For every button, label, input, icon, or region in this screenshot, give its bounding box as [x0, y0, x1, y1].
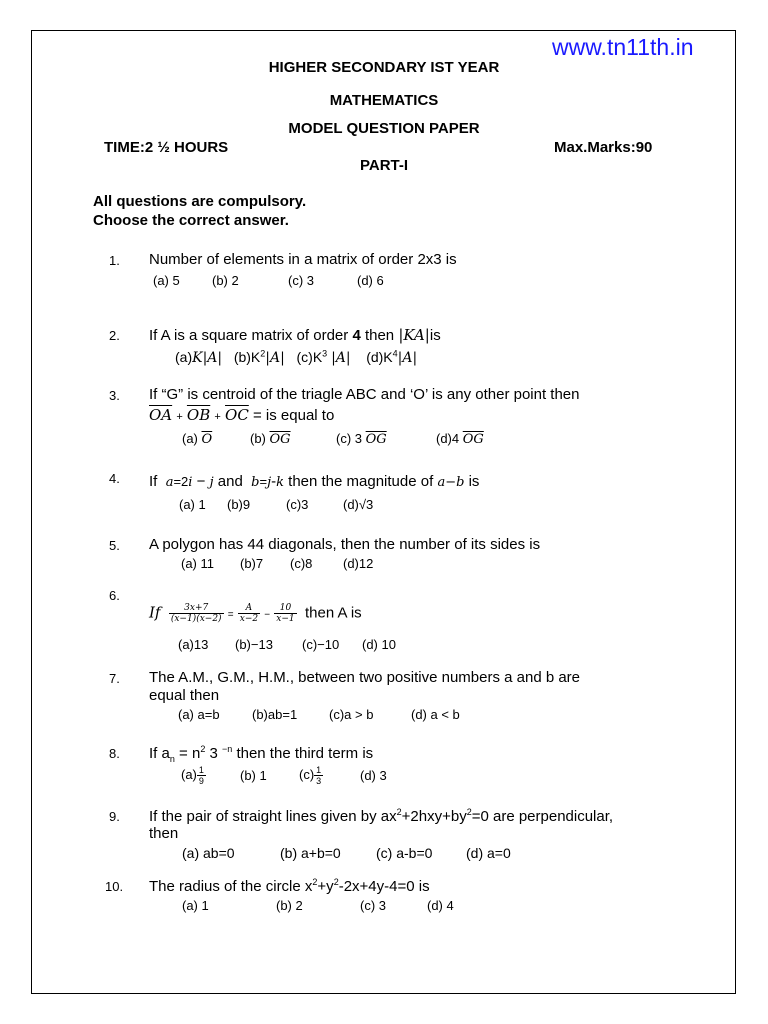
option-d: (d) 3: [360, 768, 387, 783]
max-marks-label: Max.Marks:90: [554, 139, 653, 156]
option-b: (b)7: [240, 556, 264, 571]
question-text: A polygon has 44 diagonals, then the number of its sides is: [149, 536, 541, 553]
fraction-1: $\frac{3x+7}{(x-1)(x-2)}$: [170, 603, 222, 624]
question-number: 2.: [109, 328, 120, 343]
vector-ob: $\overline{OB}$: [186, 406, 211, 424]
question-text-2: then: [149, 825, 179, 842]
question-text: Number of elements in a matrix of order 2x3 is: [149, 251, 457, 268]
question-text: If “G” is centroid of the triagle ABC and ‘O’ is any other point then: [149, 386, 580, 403]
header-line1: HIGHER SECONDARY IST YEAR: [268, 59, 500, 76]
option-d: (d) 6: [357, 273, 384, 288]
option-b: (b) 2: [212, 273, 239, 288]
question-text: If a=2i − j and b=j-k then the magnitude of a−b is: [149, 473, 480, 490]
option-d: (d) 4: [427, 898, 454, 913]
question-number: 9.: [109, 809, 120, 824]
question-text: The A.M., G.M., H.M., between two positive numbers a and b are: [149, 669, 581, 686]
option-a: (a) 5: [153, 273, 180, 288]
matrix-order: 4: [352, 327, 361, 344]
vector-oc: $\overline{OC}$: [225, 406, 249, 424]
question-text: If the pair of straight lines given by $ax^2+2hxy+by^2=0$ are perpendicular,: [149, 807, 614, 825]
header-paper-type: MODEL QUESTION PAPER: [288, 120, 480, 137]
option-d: (d)√3: [343, 497, 374, 512]
option-c: (c) a-b=0: [376, 845, 433, 861]
question-text: If $\frac{3x+7}{(x-1)(x-2)}$ = $\frac{A}{x-2}$ − $\frac{10}{x-1}$ then A is: [149, 603, 362, 624]
question-text: If $a_n = n^2$ 3 $^{-n}$ then the third term is: [149, 744, 374, 764]
option-c: (c) 3 $\overline{OG}$: [336, 431, 387, 447]
option-b: (b)9: [227, 497, 251, 512]
option-c: (c) 3: [288, 273, 314, 288]
question-number: 3.: [109, 388, 120, 403]
option-d: $(d)K^4|A|$: [366, 348, 418, 366]
question-number: 7.: [109, 671, 120, 686]
option-d: (d)4 $\overline{OG}$: [436, 431, 484, 447]
question-number: 8.: [109, 746, 120, 761]
fraction-2: $\frac{A}{x-2}$: [239, 603, 259, 624]
option-d: (d)12: [343, 556, 374, 571]
vector-sum-line: $\overline{OA} + \overline{OB} + \overline{OC}$ = is equal to: [149, 406, 335, 424]
options-row: [175, 348, 417, 366]
question-number: 1.: [109, 253, 120, 268]
question-text-post: then: [360, 327, 399, 344]
option-a: (a)K|A|: [175, 348, 223, 366]
option-d: (d) a=0: [466, 845, 511, 861]
option-a: (a) 11: [181, 556, 214, 571]
option-c: (c) $\frac{1}{3}$: [299, 765, 322, 786]
option-a: (a) $\overline{O}$: [182, 431, 213, 447]
option-d: (d) 10: [362, 637, 396, 652]
option-c: (c) 3: [360, 898, 386, 913]
option-a: (a) 1: [179, 497, 206, 512]
option-c: (c)3: [286, 497, 309, 512]
option-c: $(c)K^3$ |A|: [296, 348, 351, 366]
option-b: (b) $\overline{OG}$: [250, 431, 291, 447]
option-c: (c)a > b: [329, 707, 374, 722]
option-d: (d) a < b: [411, 707, 460, 722]
instruction-choose: Choose the correct answer.: [93, 212, 289, 229]
question-text-end: is: [429, 327, 441, 344]
option-b: (b)−13: [235, 637, 273, 652]
question-text-2: equal then: [149, 687, 220, 704]
question-text-pre: If A is a square matrix of order: [149, 327, 353, 344]
option-a: (a) $\frac{1}{9}$: [181, 765, 204, 786]
question-number: 10.: [105, 879, 124, 894]
option-b: $(b)K^2|A|$: [233, 348, 285, 366]
vector-oa: $\overline{OA}$: [149, 406, 173, 424]
fraction-3: $\frac{10}{x-1}$: [276, 603, 295, 624]
time-label: TIME:2 ½ HOURS: [104, 139, 229, 156]
option-b: (b) a+b=0: [280, 845, 341, 861]
option-c: (c)−10: [302, 637, 340, 652]
header-subject: MATHEMATICS: [329, 92, 439, 109]
option-a: (a) ab=0: [182, 845, 235, 861]
option-b: (b)ab=1: [252, 707, 298, 722]
option-b: (b) 2: [276, 898, 303, 913]
question-number: 6.: [109, 588, 120, 603]
question-number: 5.: [109, 538, 120, 553]
instruction-compulsory: All questions are compulsory.: [93, 193, 307, 210]
question-text: The radius of the circle $x^2+y^2-2x+4y-4=0$ is: [149, 877, 430, 895]
question-number: 4.: [109, 471, 120, 486]
question-text: [149, 326, 441, 344]
option-c: (c)8: [290, 556, 313, 571]
option-a: (a) a=b: [178, 707, 220, 722]
option-a: (a)13: [178, 637, 209, 652]
part-label: PART-I: [359, 157, 409, 174]
option-a: (a) 1: [182, 898, 209, 913]
determinant-expression: |KA|: [398, 326, 430, 344]
site-link[interactable]: www.tn11th.in: [552, 34, 694, 60]
option-b: (b) 1: [240, 768, 267, 783]
